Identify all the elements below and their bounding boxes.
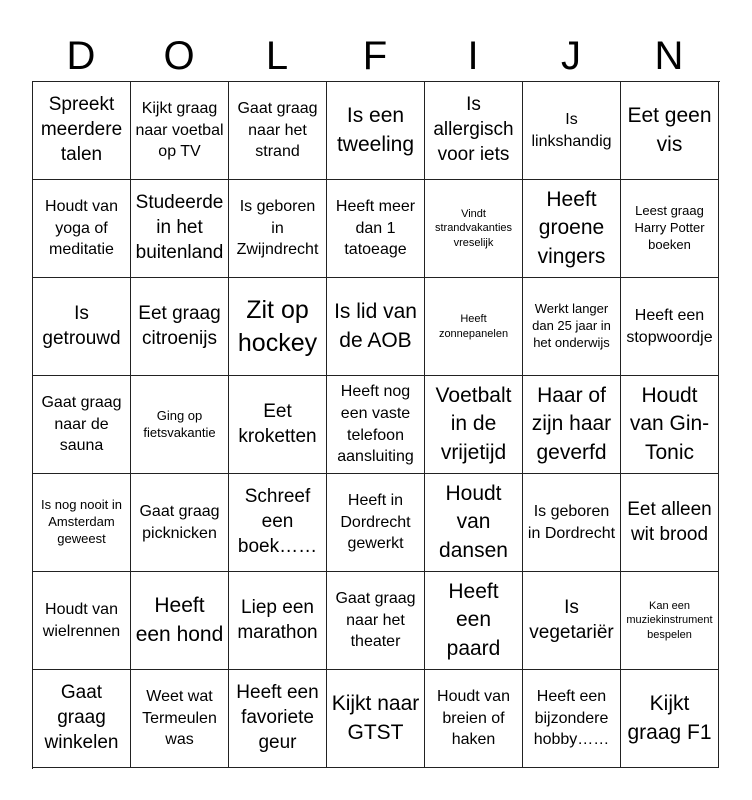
bingo-cell[interactable] xyxy=(327,278,425,376)
cell-text: Kan een muziekinstrument bespelen xyxy=(626,600,713,641)
cell-text: Heeft een paard xyxy=(446,579,501,660)
cell-text: Liep een marathon xyxy=(237,596,318,643)
cell-text: Eet graag citroenijs xyxy=(138,302,221,349)
cell-text: Heeft een hond xyxy=(135,594,224,646)
bingo-cell[interactable] xyxy=(327,376,425,474)
cell-text: Heeft zonnepanelen xyxy=(438,313,509,340)
cell-text: Houdt van breien of haken xyxy=(437,688,510,749)
bingo-cell[interactable] xyxy=(425,180,523,278)
bingo-cell[interactable] xyxy=(229,572,327,670)
bingo-cell[interactable] xyxy=(523,180,621,278)
bingo-cell[interactable] xyxy=(327,670,425,768)
cell-text: Werkt langer dan 25 jaar in het onderwijs xyxy=(532,301,611,350)
bingo-cell[interactable] xyxy=(33,474,131,572)
cell-text: Gaat graag picknicken xyxy=(139,502,220,542)
cell-text: Vindt strandvakanties vreselijk xyxy=(434,208,513,249)
cell-text: Heeft nog een vaste telefoon aansluiting xyxy=(337,383,414,466)
bingo-cell[interactable] xyxy=(33,376,131,474)
header-letter-n: N xyxy=(654,34,684,78)
cell-text: Gaat graag naar het strand xyxy=(237,100,318,161)
cell-text: Zit op hockey xyxy=(237,296,318,357)
cell-text: Gaat graag naar het theater xyxy=(335,590,416,651)
cell-text: Haar of zijn haar geverfd xyxy=(531,383,612,464)
cell-text: Kijkt naar GTST xyxy=(331,692,420,744)
bingo-cell[interactable] xyxy=(229,180,327,278)
cell-text: Weet wat Termeulen was xyxy=(142,688,217,749)
header-letter-d: D xyxy=(66,34,96,78)
cell-text: Ging op fietsvakantie xyxy=(143,407,216,440)
bingo-cell[interactable] xyxy=(425,670,523,768)
cell-text: Is linkshandig xyxy=(531,110,612,150)
cell-text: Schreef een boek…… xyxy=(237,486,318,557)
cell-text: Is allergisch voor iets xyxy=(433,94,514,165)
cell-text: Leest graag Harry Potter boeken xyxy=(634,203,705,252)
bingo-cell[interactable] xyxy=(523,278,621,376)
bingo-cell[interactable] xyxy=(621,82,719,180)
cell-text: Heeft een favoriete geur xyxy=(236,682,319,753)
cell-text: Eet geen vis xyxy=(627,104,712,156)
cell-text: Is een tweeling xyxy=(336,104,415,156)
cell-text: Eet alleen wit brood xyxy=(627,498,712,545)
bingo-cell[interactable] xyxy=(33,82,131,180)
cell-text: Heeft een stopwoordje xyxy=(626,306,713,346)
cell-text: Gaat graag winkelen xyxy=(44,682,119,753)
header-letter-i: I xyxy=(467,34,479,78)
bingo-cell[interactable] xyxy=(33,278,131,376)
cell-text: Heeft in Dordrecht gewerkt xyxy=(340,492,411,553)
bingo-cell[interactable] xyxy=(229,82,327,180)
bingo-cell[interactable] xyxy=(33,670,131,768)
cell-text: Is getrouwd xyxy=(42,302,121,349)
bingo-cell[interactable] xyxy=(621,474,719,572)
cell-text: Heeft een bijzondere hobby…… xyxy=(533,688,610,749)
cell-text: Eet kroketten xyxy=(238,400,317,447)
bingo-cell[interactable] xyxy=(131,670,229,768)
header-letter-l: L xyxy=(265,34,289,78)
bingo-cell[interactable] xyxy=(621,670,719,768)
cell-text: Houdt van wielrennen xyxy=(42,600,121,640)
header-letter-f: F xyxy=(362,34,388,78)
bingo-cell[interactable] xyxy=(425,278,523,376)
bingo-cell[interactable] xyxy=(229,670,327,768)
bingo-cell[interactable] xyxy=(621,376,719,474)
cell-text: Gaat graag naar de sauna xyxy=(41,394,122,455)
bingo-cell[interactable] xyxy=(327,572,425,670)
bingo-cell[interactable] xyxy=(229,278,327,376)
bingo-cell[interactable] xyxy=(229,474,327,572)
bingo-header xyxy=(32,30,718,82)
cell-text: Houdt van yoga of meditatie xyxy=(45,198,118,259)
cell-text: Heeft groene vingers xyxy=(537,187,606,268)
bingo-cell[interactable] xyxy=(621,572,719,670)
bingo-cell[interactable] xyxy=(523,572,621,670)
bingo-cell[interactable] xyxy=(425,572,523,670)
cell-text: Heeft meer dan 1 tatoeage xyxy=(335,198,416,259)
cell-text: Kijkt graag naar voetbal op TV xyxy=(135,100,224,161)
bingo-cell[interactable] xyxy=(33,572,131,670)
bingo-cell[interactable] xyxy=(131,572,229,670)
bingo-cell[interactable] xyxy=(523,474,621,572)
cell-text: Spreekt meerdere talen xyxy=(40,94,123,165)
cell-text: Studeerde in het buitenland xyxy=(135,192,224,263)
bingo-cell[interactable] xyxy=(131,82,229,180)
cell-text: Houdt van Gin-Tonic xyxy=(629,383,710,464)
bingo-cell[interactable] xyxy=(425,376,523,474)
bingo-cell[interactable] xyxy=(327,180,425,278)
cell-text: Voetbalt in de vrijetijd xyxy=(435,383,512,464)
bingo-cell[interactable] xyxy=(621,180,719,278)
bingo-cell[interactable] xyxy=(33,180,131,278)
bingo-cell[interactable] xyxy=(523,82,621,180)
bingo-cell[interactable] xyxy=(327,474,425,572)
bingo-cell[interactable] xyxy=(523,376,621,474)
cell-text: Kijkt graag F1 xyxy=(627,692,712,744)
cell-text: Is nog nooit in Amsterdam geweest xyxy=(41,497,122,546)
bingo-cell[interactable] xyxy=(131,180,229,278)
bingo-cell[interactable] xyxy=(523,670,621,768)
bingo-cell[interactable] xyxy=(131,474,229,572)
bingo-cell[interactable] xyxy=(131,376,229,474)
bingo-cell[interactable] xyxy=(621,278,719,376)
header-letter-o: O xyxy=(163,34,195,78)
cell-text: Is geboren in Dordrecht xyxy=(527,502,616,542)
cell-text: Is geboren in Zwijndrecht xyxy=(236,198,319,259)
bingo-cell[interactable] xyxy=(327,82,425,180)
cell-text: Is lid van de AOB xyxy=(334,300,417,352)
bingo-cell[interactable] xyxy=(229,376,327,474)
cell-text: Houdt van dansen xyxy=(439,481,508,562)
cell-text: Is vegetariër xyxy=(529,596,614,643)
header-letter-j: J xyxy=(561,34,581,78)
bingo-cell[interactable] xyxy=(425,474,523,572)
bingo-cell[interactable] xyxy=(131,278,229,376)
bingo-grid xyxy=(32,81,720,769)
bingo-cell[interactable] xyxy=(425,82,523,180)
